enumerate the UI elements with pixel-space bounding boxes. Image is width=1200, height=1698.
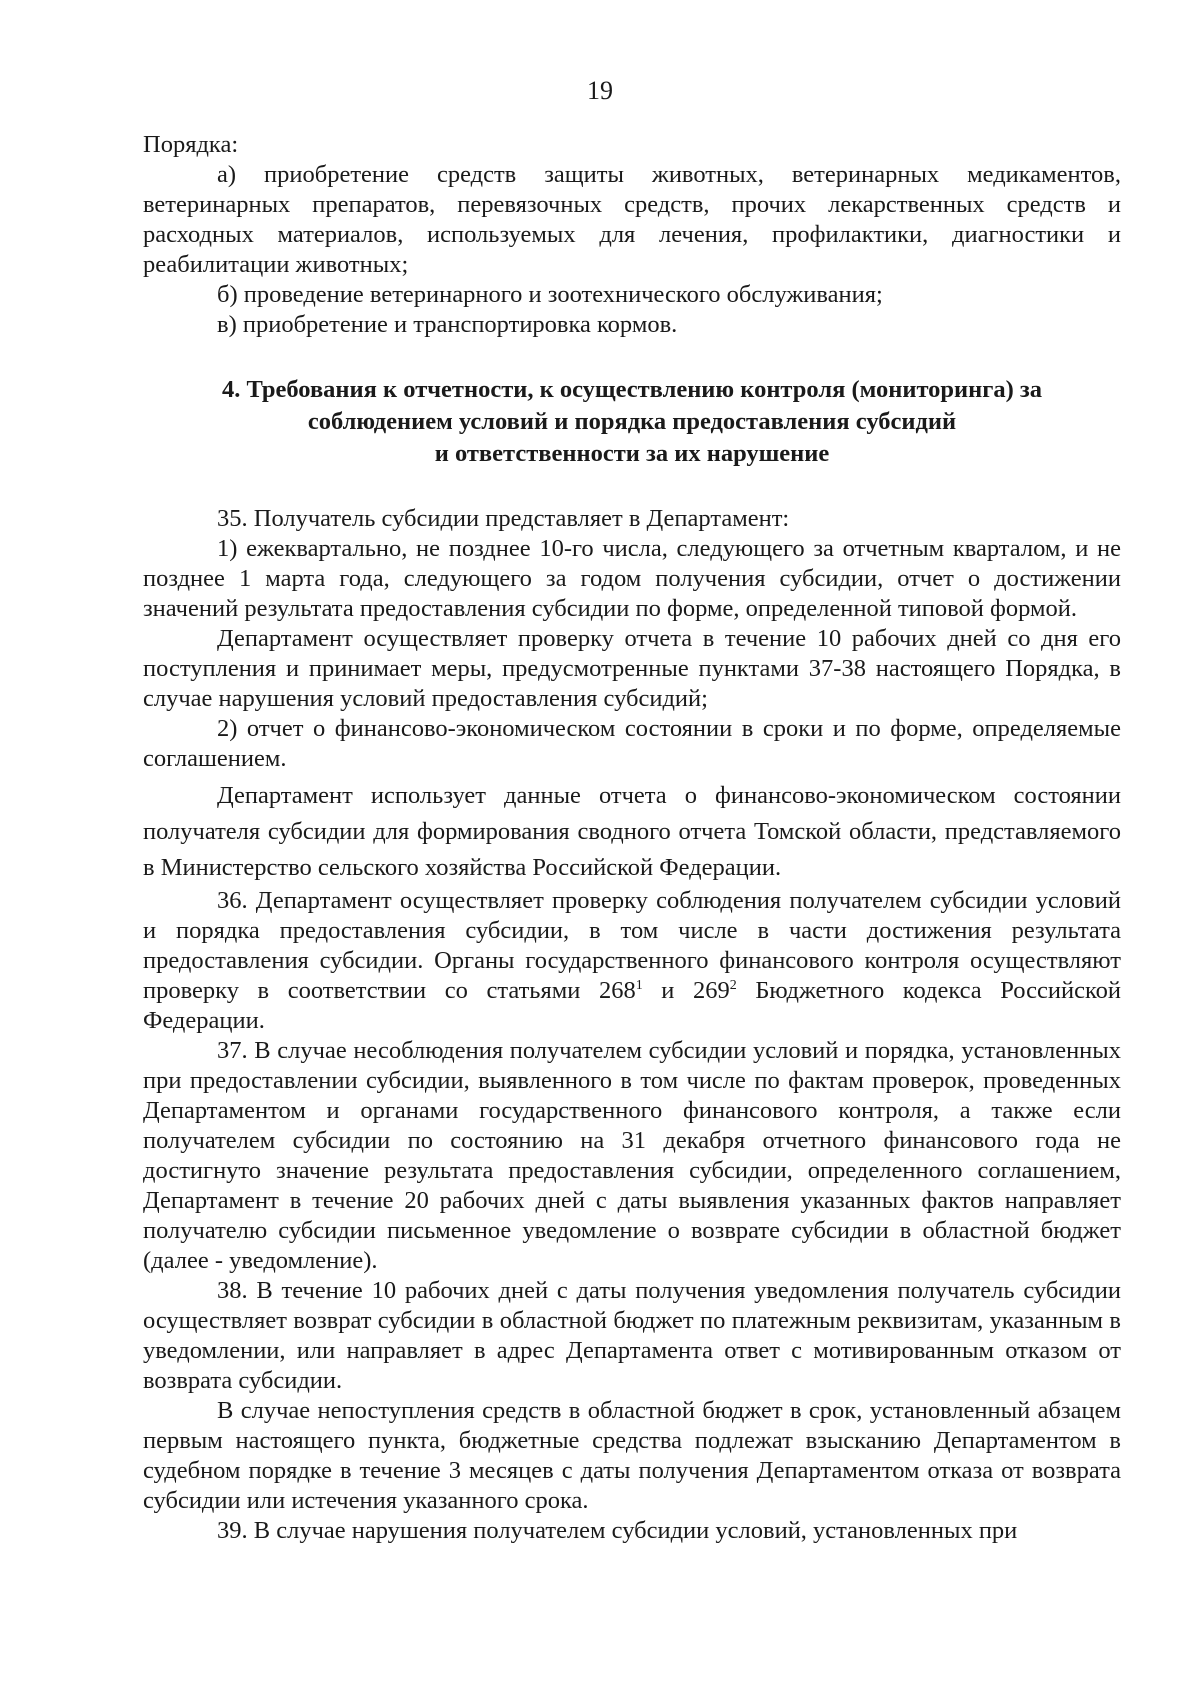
footnote-mark-2: 2 (729, 977, 737, 993)
paragraph-38-second: В случае непоступления средств в областной бюджет в срок, установленный абзацем первым настоящего пункта, бюджетные средства подлежат взысканию Департаментом в судебном порядке в течение 3 месяцев с даты получения Департаментом отказа от возврата субсидии или истечения указанного срока. (143, 1397, 1121, 1514)
section-heading (143, 374, 1121, 470)
paragraph-35-intro: 35. Получатель субсидии представляет в Департамент: (217, 505, 790, 532)
footnote-mark-1: 1 (635, 977, 643, 993)
paragraph-36 (143, 886, 1121, 1036)
paragraph-36-mid: и 269 (642, 977, 730, 1004)
paragraph-intro-continuation: Порядка: (143, 131, 239, 158)
paragraph-37: 37. В случае несоблюдения получателем субсидии условий и порядка, установленных при предоставлении субсидии, выявленного в том числе по фактам проверок, проведенных Департаментом и органами государственного финансового контроля, а также если получателем субсидии по состоянию на 31 декабря отчетного финансового года не достигнуто значение результата предоставления субсидии, определенного соглашением, Департамент в течение 20 рабочих дней с даты выявления указанных фактов направляет получателю субсидии письменное уведомление о возврате субсидии в областной бюджет (далее - уведомление). (143, 1037, 1121, 1274)
page-number: 19 (587, 76, 613, 105)
section-heading-line-1: 4. Требования к отчетности, к осуществлению контроля (мониторинга) за (221, 376, 1043, 403)
paragraph-38: 38. В течение 10 рабочих дней с даты получения уведомления получатель субсидии осуществляет возврат субсидии в областной бюджет по платежным реквизитам, указанным в уведомлении, или направляет в адрес Департамента ответ с мотивированным отказом от возврата субсидии. (143, 1277, 1121, 1394)
paragraph-39: 39. В случае нарушения получателем субсидии условий, установленных при (217, 1517, 1018, 1544)
paragraph-36-part-1: 36. Департамент осуществляет проверку соблюдения получателем субсидии условий и порядка предоставления субсидии, в том числе в части достижения результата предоставления субсидии. Органы государственного финансового контроля осуществляют проверку в соответствии со статьями 268 (143, 887, 1121, 1004)
document-body (143, 130, 1121, 1546)
paragraph-35-item-2: 2) отчет о финансово-экономическом состоянии в сроки и по форме, определяемые соглашением. (143, 715, 1121, 772)
section-heading-line-3: и ответственности за их нарушение (434, 440, 830, 467)
paragraph-35-check: Департамент осуществляет проверку отчета в течение 10 рабочих дней со дня его поступления и принимает меры, предусмотренные пунктами 37-38 настоящего Порядка, в случае нарушения условий предоставления субсидий; (143, 625, 1121, 712)
list-item-b: б) проведение ветеринарного и зоотехнического обслуживания; (217, 281, 883, 308)
paragraph-36-part-2: Бюджетного кодекса Российской Федерации. (143, 977, 1121, 1034)
paragraph-35-usage: Департамент использует данные отчета о финансово-экономическом состоянии получателя субсидии для формирования сводного отчета Томской области, представляемого в Министерство сельского хозяйства Российской Федерации. (143, 782, 1121, 881)
paragraph-35-item-1: 1) ежеквартально, не позднее 10-го числа, следующего за отчетным кварталом, и не позднее 1 марта года, следующего за годом получения субсидии, отчет о достижении значений результата предоставления субсидии по форме, определенной типовой формой. (143, 535, 1121, 622)
list-item-c: в) приобретение и транспортировка кормов. (217, 311, 678, 338)
section-heading-line-2: соблюдением условий и порядка предоставления субсидий (307, 408, 957, 435)
list-item-a: а) приобретение средств защиты животных, ветеринарных медикаментов, ветеринарных препаратов, перевязочных средств, прочих лекарственных средств и расходных материалов, используемых для лечения, профилактики, диагностики и реабилитации животных; (143, 161, 1121, 278)
